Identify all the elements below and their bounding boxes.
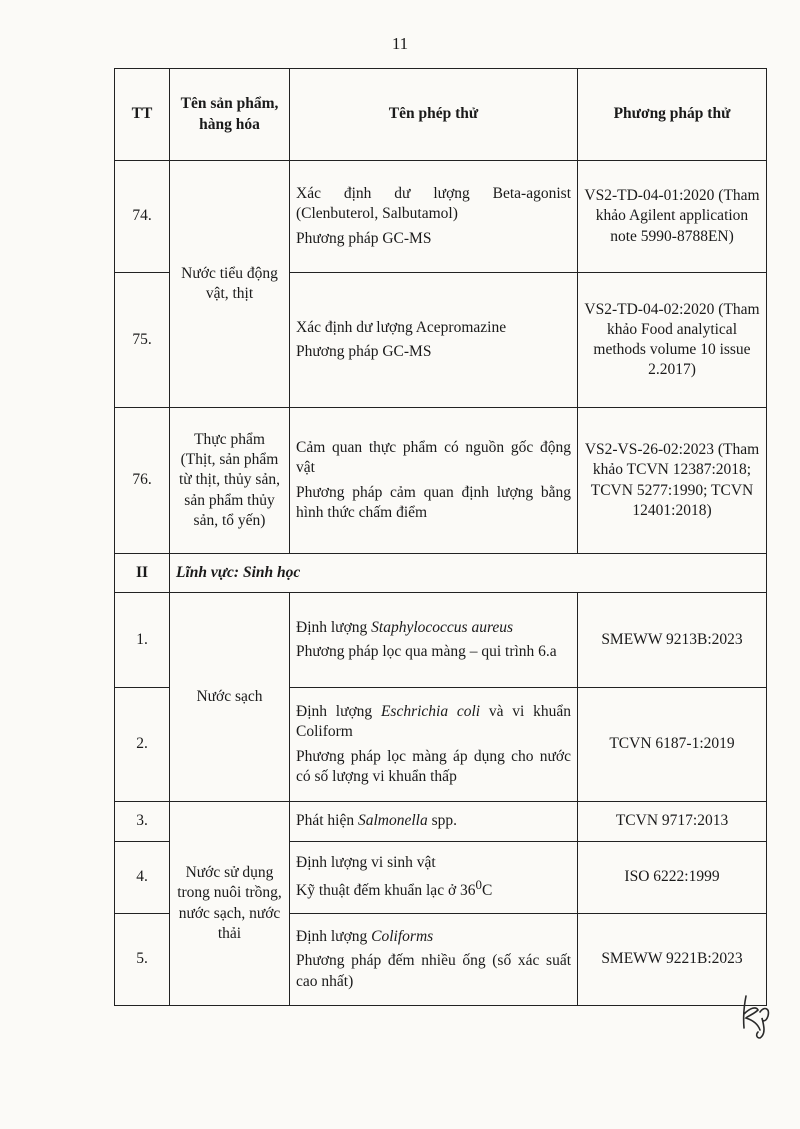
test-name: Định lượng vi sinh vật [296,854,436,872]
row-method: VS2-VS-26-02:2023 (Tham khảo TCVN 12387:2018; TCVN 5277:1990; TCVN 12401:2018) [578,408,767,554]
test-name [296,618,571,638]
test-name: Xác định dư lượng Beta-agonist (Clenbuterol, Salbutamol) [296,185,571,223]
row-test [290,688,578,802]
row-method: VS2-TD-04-01:2020 (Tham khảo Agilent application note 5990-8788EN) [578,161,767,273]
test-method-text: Kỹ thuật đếm khuẩn lạc ở 36 [296,882,476,900]
test-method-line: Phương pháp GC-MS [296,343,432,360]
organism-name: Eschrichia coli [380,703,481,721]
row-method: SMEWW 9221B:2023 [578,914,767,1006]
row-tt: 76. [115,408,170,554]
test-methods-table [114,68,767,1006]
table-row [115,593,767,688]
row-test [290,408,578,554]
temperature-unit: C [481,882,493,900]
row-tt: 1. [115,593,170,688]
section-title: Lĩnh vực: Sinh học [176,563,301,581]
section-row [115,554,767,593]
test-method-line: Phương pháp đếm nhiều ống (số xác suất cao nhất) [296,952,571,990]
test-method-line: Phương pháp GC-MS [296,229,432,247]
row-test [290,273,578,408]
test-method-line [296,877,571,901]
organism-name: Staphylococcus aureus [371,618,514,636]
row-test [290,593,578,688]
header-product: Tên sản phẩm, hàng hóa [170,69,290,161]
row-test [290,802,578,842]
row-method: VS2-TD-04-02:2020 (Tham khảo Food analytical methods volume 10 issue 2.2017) [578,273,767,408]
test-prefix: Phát hiện [296,812,358,830]
row-tt: 3. [115,802,170,842]
table-header-row [115,69,767,161]
table-row [115,161,767,273]
row-method: SMEWW 9213B:2023 [578,593,767,688]
section-number: II [115,554,170,593]
test-method-line: Phương pháp cảm quan định lượng bằng hình thức chấm điểm [296,483,571,521]
row-test [290,842,578,914]
organism-name: Salmonella [358,812,428,830]
row-method: ISO 6222:1999 [578,842,767,914]
test-suffix: và vi khuẩn Coliform [296,703,571,741]
test-name: Xác định dư lượng Acepromazine [296,318,507,336]
row-tt: 74. [115,161,170,273]
test-method-line: Phương pháp lọc màng áp dụng cho nước có số lượng vi khuẩn thấp [296,747,571,785]
header-test: Tên phép thử [290,69,578,161]
test-name [296,702,571,742]
row-product: Nước sử dụng trong nuôi trồng, nước sạch, nước thải [170,802,290,1006]
test-prefix: Định lượng [296,928,372,946]
test-prefix: Định lượng [296,703,381,721]
table-row [115,802,767,842]
row-method: TCVN 9717:2013 [578,802,767,842]
row-tt: 4. [115,842,170,914]
test-method-line: Phương pháp lọc qua màng – qui trình 6.a [296,643,557,660]
test-name [296,927,571,947]
row-method: TCVN 6187-1:2019 [578,688,767,802]
row-test [290,914,578,1006]
test-name: Cảm quan thực phẩm có nguồn gốc động vật [296,439,571,477]
header-tt: TT [115,69,170,161]
test-prefix: Định lượng [296,618,372,636]
row-product: Thực phẩm (Thịt, sản phẩm từ thịt, thủy sản, sản phẩm thủy sản, tổ yến) [170,408,290,554]
row-test [290,161,578,273]
row-product: Nước tiểu động vật, thịt [170,161,290,408]
degree-mark: 0 [475,877,482,893]
page-number: 11 [391,34,409,53]
row-tt: 5. [115,914,170,1006]
row-tt: 75. [115,273,170,408]
organism-name: Coliforms [371,928,434,946]
test-name [296,811,571,831]
header-method: Phương pháp thử [578,69,767,161]
test-suffix: spp. [427,812,458,830]
row-product: Nước sạch [170,593,290,802]
section-title-cell [170,554,767,593]
handwritten-initials [738,992,774,1040]
table-row [115,408,767,554]
row-tt: 2. [115,688,170,802]
